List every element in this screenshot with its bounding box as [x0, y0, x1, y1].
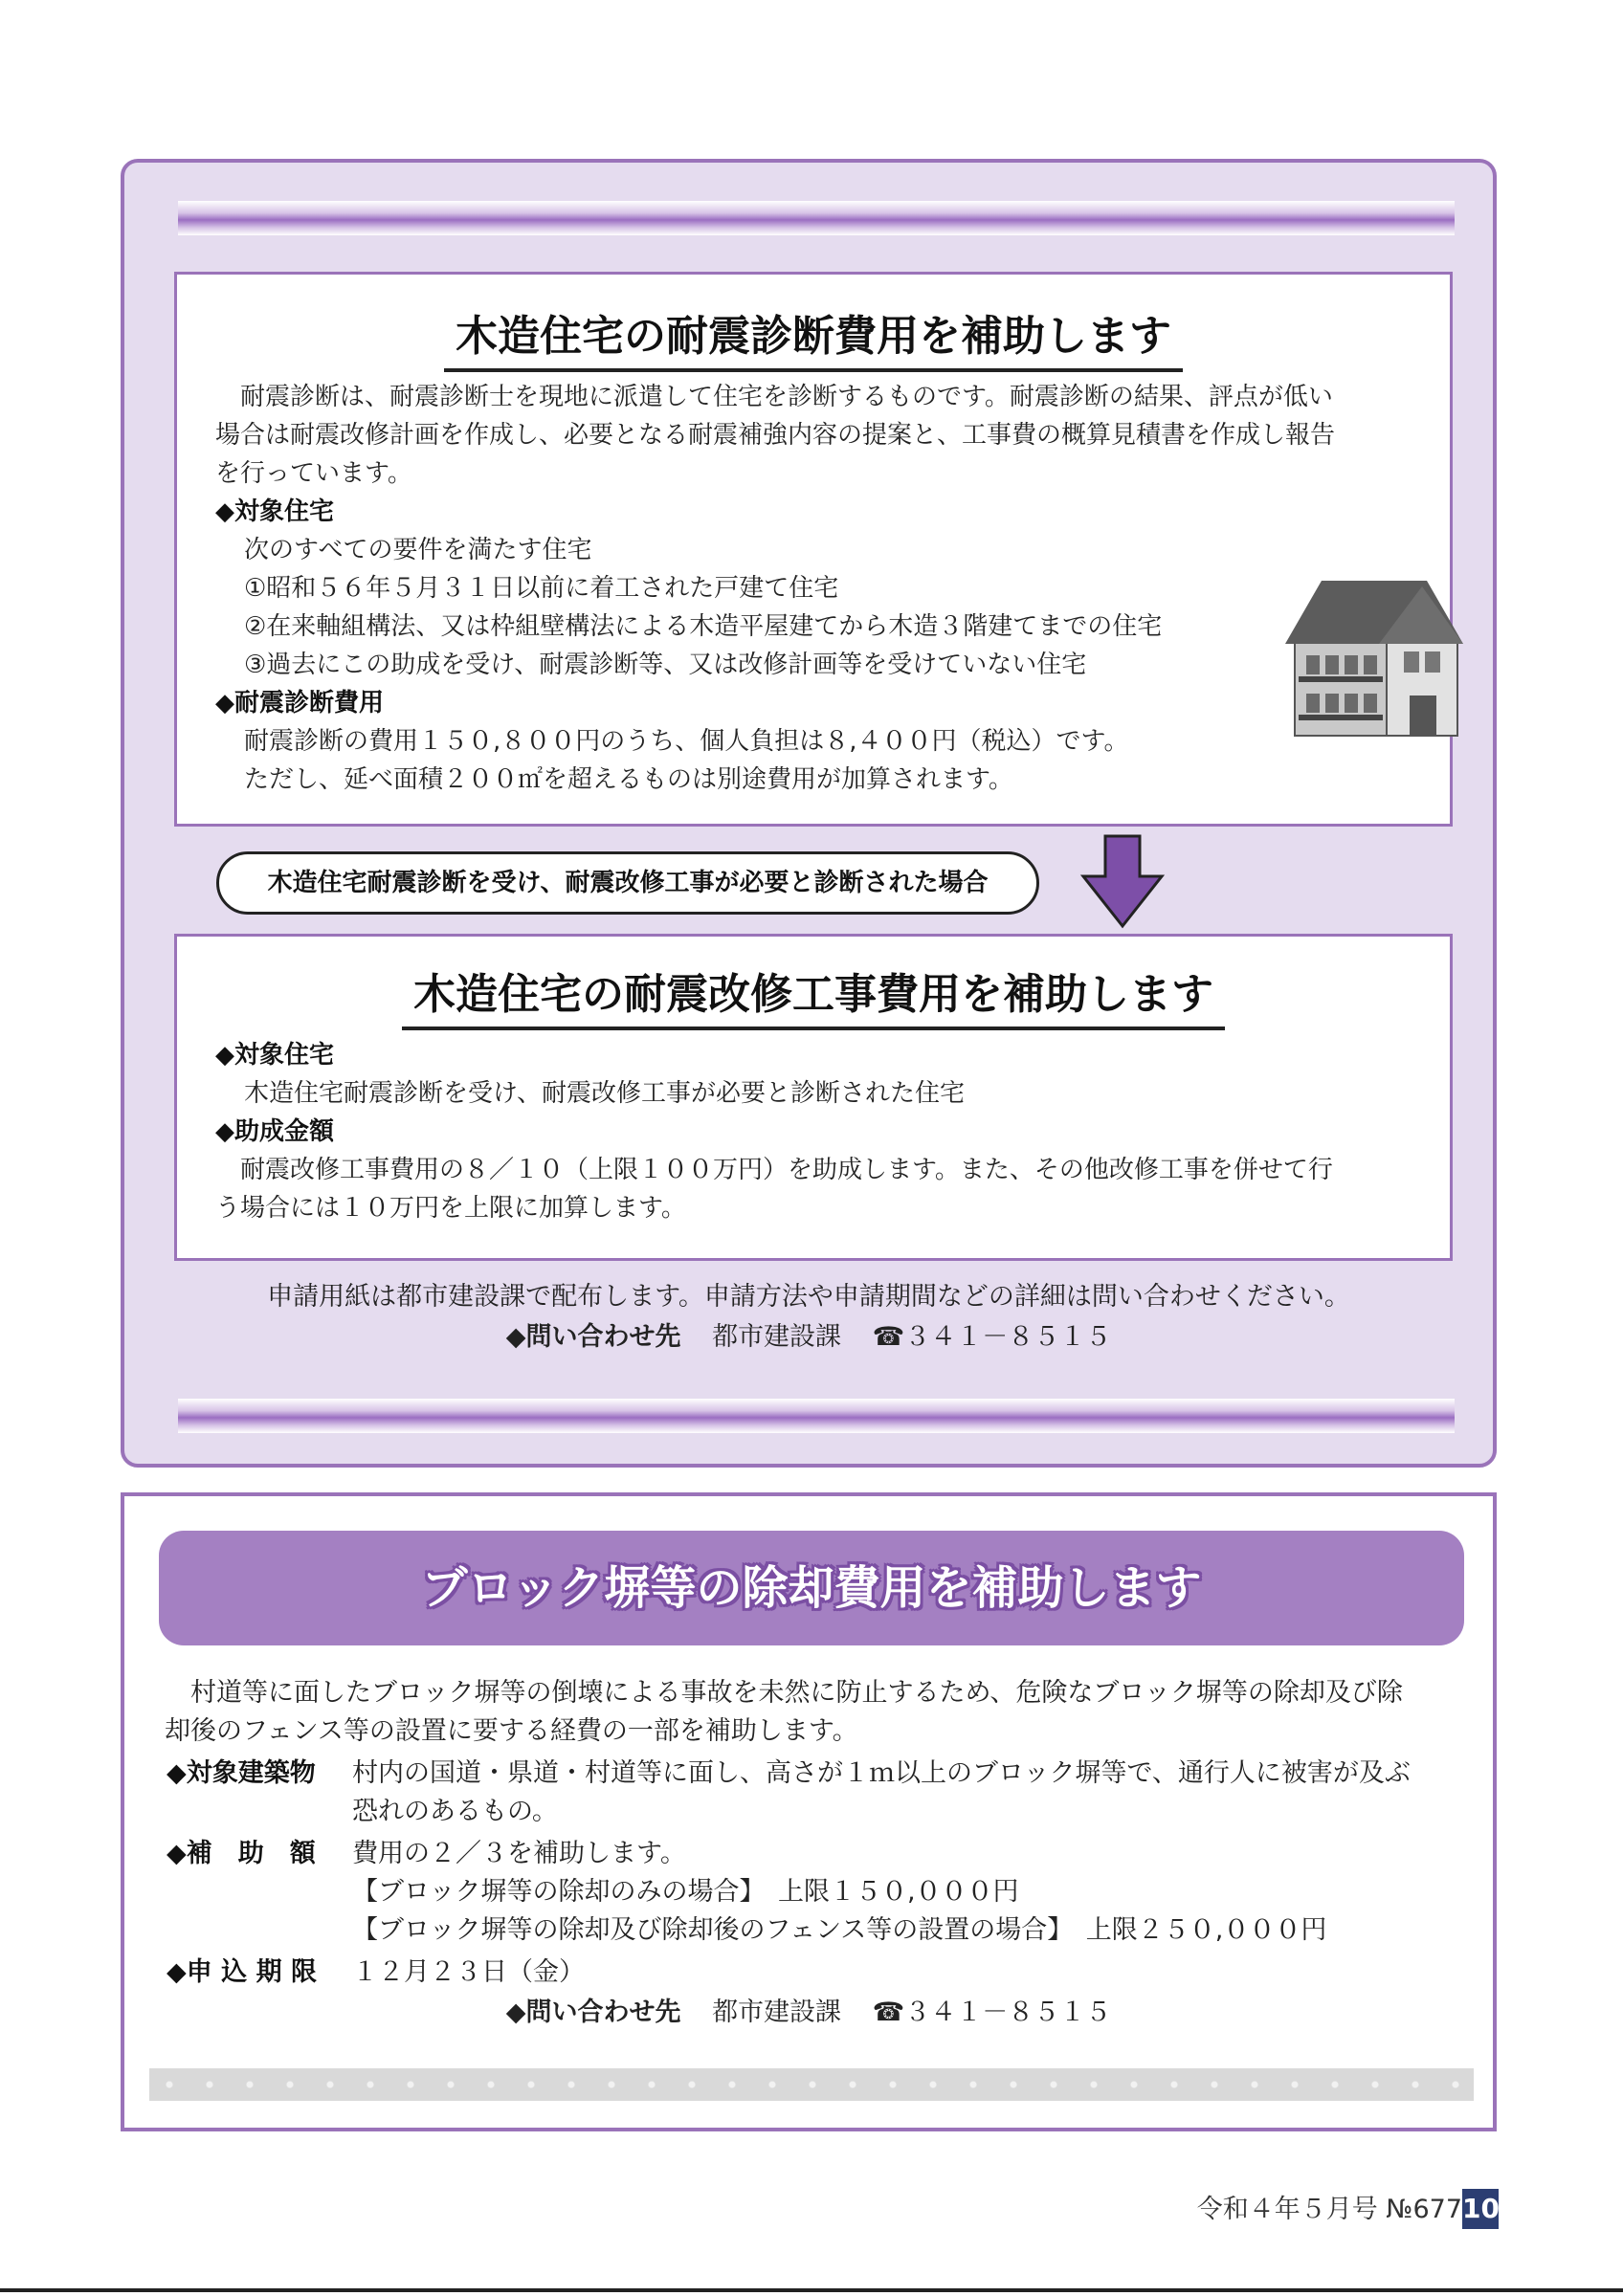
seismic-retrofit-title: 木造住宅の耐震改修工事費用を補助します — [177, 960, 1450, 1030]
retrofit-target-heading: ◆対象住宅 — [215, 1041, 334, 1070]
target-housing-item: ②在来軸組構法、又は枠組壁構法による木造平屋建てから木造３階建てまでの住宅 — [244, 612, 1163, 641]
target-housing-list — [244, 531, 1316, 684]
target-building-line: 村内の国道・県道・村道等に面し、高さが１ｍ以上のブロック塀等で、通行人に被害が及ぶ — [352, 1758, 1411, 1788]
condition-pill: 木造住宅耐震診断を受け、耐震改修工事が必要と診断された場合 — [216, 851, 1039, 915]
subsidy-amount-line: 【ブロック塀等の除却のみの場合】 上限１５０,０００円 — [352, 1877, 1019, 1907]
decorative-dotted-band — [149, 2068, 1474, 2101]
grant-amount-text — [215, 1151, 1431, 1227]
target-housing-item: ①昭和５６年５月３１日以前に着工された戸建て住宅 — [244, 574, 839, 603]
block-wall-banner — [159, 1531, 1464, 1645]
seismic-diagnosis-card — [174, 272, 1453, 827]
application-notice: 申請用紙は都市建設課で配布します。申請方法や申請期間などの詳細は問い合わせください。 — [267, 1282, 1350, 1312]
contact-line — [124, 1318, 1493, 1357]
block-wall-intro-line: 村道等に面したブロック塀等の倒壊による事故を未然に防止するため、危険なブロック塀等の除却及び除 — [165, 1678, 1403, 1708]
issue-label: 令和４年５月号 №677 — [1196, 2195, 1462, 2224]
target-housing-item: ③過去にこの助成を受け、耐震診断等、又は改修計画等を受けていない住宅 — [244, 651, 1087, 679]
diagnosis-intro-line: を行っています。 — [215, 459, 412, 488]
retrofit-target-text: 木造住宅耐震診断を受け、耐震改修工事が必要と診断された住宅 — [244, 1079, 965, 1108]
decorative-band-top — [178, 201, 1455, 235]
diagnosis-cost-line: 耐震診断の費用１５０,８００円のうち、個人負担は８,４００円（税込）です。 — [244, 727, 1129, 756]
decorative-band-bottom — [178, 1399, 1455, 1433]
target-housing-heading: ◆対象住宅 — [215, 497, 334, 526]
grant-amount-line: う場合には１０万円を上限に加算します。 — [215, 1194, 686, 1223]
target-building-text — [352, 1755, 1472, 1831]
contact-dept: 都市建設課 — [712, 1322, 842, 1352]
grant-amount-line: 耐震改修工事費用の８／１０（上限１００万円）を助成します。また、その他改修工事を併せて行 — [215, 1156, 1333, 1184]
target-building-label: ◆対象建築物 — [167, 1758, 316, 1788]
subsidy-amount-text — [352, 1835, 1472, 1950]
diagnosis-intro-line: 耐震診断は、耐震診断士を現地に派遣して住宅を診断するものです。耐震診断の結果、評点が低い — [215, 383, 1333, 411]
block-wall-intro — [165, 1674, 1466, 1751]
contact-label: ◆問い合わせ先 — [505, 1998, 681, 2027]
subsidy-amount-label: ◆補 助 額 — [167, 1839, 316, 1868]
contact-label: ◆問い合わせ先 — [505, 1322, 681, 1352]
target-housing-lead: 次のすべての要件を満たす住宅 — [244, 536, 592, 564]
contact-dept: 都市建設課 — [712, 1998, 842, 2027]
subsidy-amount-line: 【ブロック塀等の除却及び除却後のフェンス等の設置の場合】 上限２５０,０００円 — [352, 1915, 1327, 1945]
subsidy-amount-line: 費用の２／３を補助します。 — [352, 1839, 686, 1868]
seismic-retrofit-card — [174, 934, 1453, 1261]
block-wall-intro-line: 却後のフェンス等の設置に要する経費の一部を補助します。 — [165, 1716, 858, 1746]
block-wall-title: ブロック塀等の除却費用を補助します — [421, 1561, 1202, 1615]
block-wall-contact-line — [124, 1994, 1493, 2032]
contact-phone: ☎３４１－８５１５ — [872, 1322, 1112, 1352]
contact-phone: ☎３４１－８５１５ — [872, 1998, 1112, 2027]
seismic-diagnosis-title: 木造住宅の耐震診断費用を補助します — [177, 301, 1450, 372]
bottom-rule — [0, 2288, 1623, 2292]
page-number: 10 — [1462, 2189, 1499, 2229]
diagnosis-intro — [215, 378, 1421, 493]
target-building-line: 恐れのあるもの。 — [352, 1797, 558, 1826]
down-arrow-icon — [1079, 834, 1166, 930]
diagnosis-cost-text — [244, 722, 1316, 799]
block-wall-subsidy-panel — [121, 1492, 1497, 2131]
seismic-subsidy-panel — [121, 159, 1497, 1468]
diagnosis-intro-line: 場合は耐震改修計画を作成し、必要となる耐震補強内容の提案と、工事費の概算見積書を作成し報告 — [215, 421, 1336, 450]
deadline-text: １２月２３日（金） — [352, 1957, 585, 1987]
diagnosis-cost-heading: ◆耐震診断費用 — [215, 689, 384, 718]
deadline-label: ◆申 込 期 限 — [167, 1957, 317, 1987]
grant-amount-heading: ◆助成金額 — [215, 1117, 334, 1146]
diagnosis-cost-line: ただし、延べ面積２００㎡を超えるものは別途費用が加算されます。 — [244, 765, 1013, 794]
house-illustration-icon — [1283, 577, 1465, 740]
